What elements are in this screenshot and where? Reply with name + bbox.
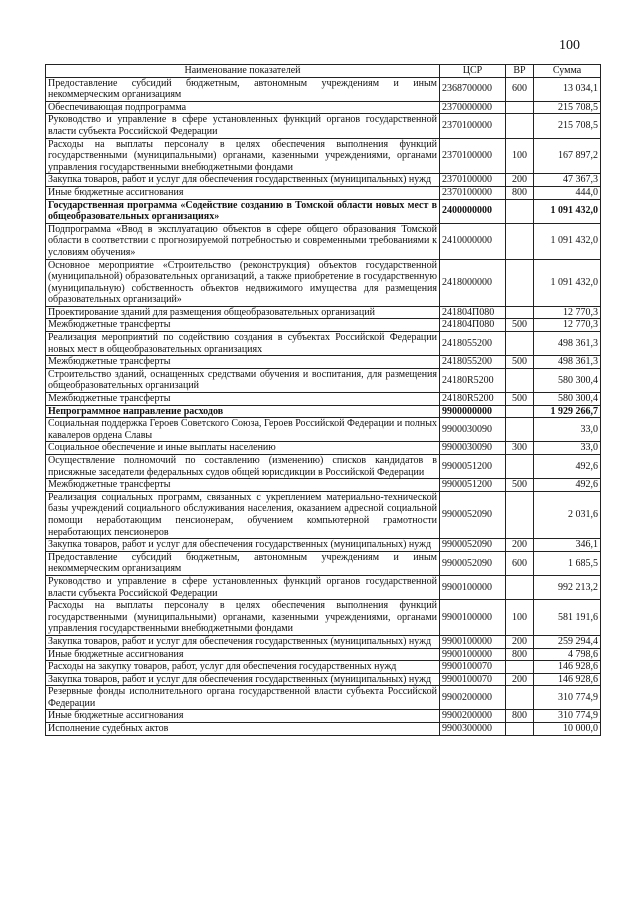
row-sum: 492,6 [534,479,601,492]
row-csr: 9900051200 [440,479,506,492]
row-sum: 4 798,6 [534,648,601,661]
table-row [46,491,601,538]
table-row [46,551,601,575]
table-row [46,138,601,174]
row-vr: 200 [506,635,534,648]
row-csr: 2368700000 [440,77,506,101]
row-vr [506,199,534,223]
row-csr: 9900100000 [440,575,506,599]
row-vr: 100 [506,138,534,174]
table-row [46,635,601,648]
row-sum: 1 091 432,0 [534,199,601,223]
row-csr: 9900100000 [440,648,506,661]
row-sum: 581 191,6 [534,600,601,636]
row-csr: 9900052090 [440,539,506,552]
row-csr: 2418000000 [440,259,506,306]
table-row [46,710,601,723]
row-sum: 498 361,3 [534,332,601,356]
row-vr [506,575,534,599]
row-csr: 2418055200 [440,356,506,369]
row-vr [506,455,534,479]
row-vr [506,661,534,674]
row-csr: 24180R5200 [440,368,506,392]
row-sum: 1 091 432,0 [534,259,601,306]
table-row [46,174,601,187]
row-name: Реализация мероприятий по содействию создания в субъектах Российской Федерации новых мест в общеобразовательных организациях [46,332,440,356]
table-row [46,600,601,636]
row-vr: 800 [506,648,534,661]
row-vr [506,259,534,306]
row-sum: 498 361,3 [534,356,601,369]
row-sum: 146 928,6 [534,661,601,674]
row-vr [506,723,534,736]
row-name: Основное мероприятие «Строительство (реконструкция) объектов государственной (муниципальной) образовательных организаций, а также приобретение в государственную (муниципальную) собственность объектов недвижимого имущества для размещения образовательных организаций» [46,259,440,306]
row-sum: 992 213,2 [534,575,601,599]
row-vr: 600 [506,77,534,101]
table-row [46,332,601,356]
row-name: Предоставление субсидий бюджетным, автономным учреждениям и иным некоммерческим организациям [46,77,440,101]
table-row [46,418,601,442]
row-name: Непрограммное направление расходов [46,405,440,418]
row-sum: 12 770,3 [534,306,601,319]
row-name: Исполнение судебных актов [46,723,440,736]
row-sum: 215 708,5 [534,114,601,138]
row-csr: 2370100000 [440,114,506,138]
row-sum: 444,0 [534,186,601,199]
row-vr: 100 [506,600,534,636]
row-vr: 200 [506,174,534,187]
row-name: Межбюджетные трансферты [46,319,440,332]
row-vr [506,306,534,319]
row-sum: 146 928,6 [534,673,601,686]
row-name: Межбюджетные трансферты [46,479,440,492]
row-sum: 33,0 [534,418,601,442]
row-name: Социальное обеспечение и иные выплаты населению [46,442,440,455]
row-vr: 500 [506,479,534,492]
row-sum: 33,0 [534,442,601,455]
row-name: Осуществление полномочий по составлению (изменению) списков кандидатов в присяжные заседатели федеральных судов общей юрисдикции в Российской Федерации [46,455,440,479]
row-name: Расходы на выплаты персоналу в целях обеспечения выполнения функций государственными (муниципальными) органами, казенными учреждениями, органами управления государственными внебюджетными фондами [46,138,440,174]
table-row [46,77,601,101]
row-sum: 167 897,2 [534,138,601,174]
row-sum: 10 000,0 [534,723,601,736]
row-csr: 9900300000 [440,723,506,736]
row-vr [506,332,534,356]
header-name: Наименование показателей [46,65,440,78]
row-name: Расходы на выплаты персоналу в целях обеспечения выполнения функций государственными (муниципальными) органами, казенными учреждениями, органами управления государственными внебюджетными фондами [46,600,440,636]
table-row [46,479,601,492]
row-csr: 9900200000 [440,710,506,723]
row-csr: 9900100000 [440,635,506,648]
row-name: Резервные фонды исполнительного органа государственной власти субъекта Российской Федерации [46,686,440,710]
row-vr [506,368,534,392]
header-csr: ЦСР [440,65,506,78]
row-name: Обеспечивающая подпрограмма [46,101,440,114]
row-name: Проектирование зданий для размещения общеобразовательных организаций [46,306,440,319]
row-name: Подпрограмма «Ввод в эксплуатацию объектов в сфере общего образования Томской области в соответствии с прогнозируемой потребностью и современными требованиями к условиям обучения» [46,223,440,259]
row-sum: 259 294,4 [534,635,601,648]
header-vr: ВР [506,65,534,78]
row-sum: 1 685,5 [534,551,601,575]
row-sum: 215 708,5 [534,101,601,114]
budget-table [45,64,601,736]
table-row [46,186,601,199]
row-csr: 2418055200 [440,332,506,356]
row-csr: 9900030090 [440,418,506,442]
table-row [46,356,601,369]
table-row [46,648,601,661]
row-name: Предоставление субсидий бюджетным, автономным учреждениям и иным некоммерческим организациям [46,551,440,575]
row-vr: 800 [506,710,534,723]
row-csr: 9900200000 [440,686,506,710]
table-row [46,306,601,319]
row-sum: 310 774,9 [534,686,601,710]
table-row [46,101,601,114]
row-csr: 241804П080 [440,306,506,319]
table-row [46,393,601,406]
row-sum: 12 770,3 [534,319,601,332]
row-sum: 13 034,1 [534,77,601,101]
row-name: Закупка товаров, работ и услуг для обеспечения государственных (муниципальных) нужд [46,635,440,648]
row-csr: 9900030090 [440,442,506,455]
table-row [46,319,601,332]
row-name: Межбюджетные трансферты [46,356,440,369]
table-row [46,259,601,306]
row-name: Социальная поддержка Героев Советского Союза, Героев Российской Федерации и полных кавалеров ордена Славы [46,418,440,442]
row-sum: 492,6 [534,455,601,479]
row-vr: 800 [506,186,534,199]
row-csr: 2370000000 [440,101,506,114]
row-name: Межбюджетные трансферты [46,393,440,406]
row-sum: 580 300,4 [534,393,601,406]
table-row [46,455,601,479]
row-csr: 9900000000 [440,405,506,418]
table-row [46,661,601,674]
row-csr: 9900052090 [440,551,506,575]
row-csr: 24180R5200 [440,393,506,406]
page-number: 100 [559,38,580,53]
row-csr: 2410000000 [440,223,506,259]
row-name: Руководство и управление в сфере установленных функций органов государственной власти субъекта Российской Федерации [46,575,440,599]
row-vr: 500 [506,319,534,332]
table-row [46,199,601,223]
row-sum: 47 367,3 [534,174,601,187]
table-row [46,686,601,710]
row-name: Закупка товаров, работ и услуг для обеспечения государственных (муниципальных) нужд [46,174,440,187]
row-csr: 9900100070 [440,673,506,686]
table-row [46,539,601,552]
row-vr: 500 [506,356,534,369]
row-name: Строительство зданий, оснащенных средствами обучения и воспитания, для размещения общеобразовательных организаций [46,368,440,392]
row-vr: 300 [506,442,534,455]
row-vr: 500 [506,393,534,406]
header-sum: Сумма [534,65,601,78]
row-name: Закупка товаров, работ и услуг для обеспечения государственных (муниципальных) нужд [46,539,440,552]
row-sum: 346,1 [534,539,601,552]
row-csr: 2370100000 [440,186,506,199]
row-name: Закупка товаров, работ и услуг для обеспечения государственных (муниципальных) нужд [46,673,440,686]
row-vr: 200 [506,539,534,552]
row-sum: 1 929 266,7 [534,405,601,418]
row-vr [506,101,534,114]
row-sum: 1 091 432,0 [534,223,601,259]
table-row [46,368,601,392]
row-csr: 241804П080 [440,319,506,332]
row-csr: 9900100000 [440,600,506,636]
row-name: Государственная программа «Содействие созданию в Томской области новых мест в общеобразовательных организациях» [46,199,440,223]
row-sum: 2 031,6 [534,491,601,538]
row-name: Расходы на закупку товаров, работ, услуг для обеспечения государственных нужд [46,661,440,674]
row-csr: 9900100070 [440,661,506,674]
row-vr [506,223,534,259]
table-header-row [46,65,601,78]
row-csr: 2370100000 [440,138,506,174]
table-row [46,673,601,686]
table-row [46,405,601,418]
row-sum: 310 774,9 [534,710,601,723]
row-csr: 9900052090 [440,491,506,538]
row-vr [506,686,534,710]
row-vr [506,491,534,538]
table-row [46,223,601,259]
table-row [46,575,601,599]
row-vr [506,405,534,418]
row-name: Руководство и управление в сфере установленных функций органов государственной власти субъекта Российской Федерации [46,114,440,138]
row-name: Реализация социальных программ, связанных с укреплением материально-технической базы учреждений социального обслуживания населения, оказанием адресной социальной помощи неработающим пенсионерам, обучением компьютерной грамотности неработающих пенсионеров [46,491,440,538]
row-name: Иные бюджетные ассигнования [46,186,440,199]
row-csr: 9900051200 [440,455,506,479]
row-name: Иные бюджетные ассигнования [46,648,440,661]
row-csr: 2370100000 [440,174,506,187]
row-vr [506,114,534,138]
row-csr: 2400000000 [440,199,506,223]
table-row [46,723,601,736]
row-name: Иные бюджетные ассигнования [46,710,440,723]
row-vr: 600 [506,551,534,575]
table-row [46,442,601,455]
row-sum: 580 300,4 [534,368,601,392]
row-vr [506,418,534,442]
table-row [46,114,601,138]
row-vr: 200 [506,673,534,686]
